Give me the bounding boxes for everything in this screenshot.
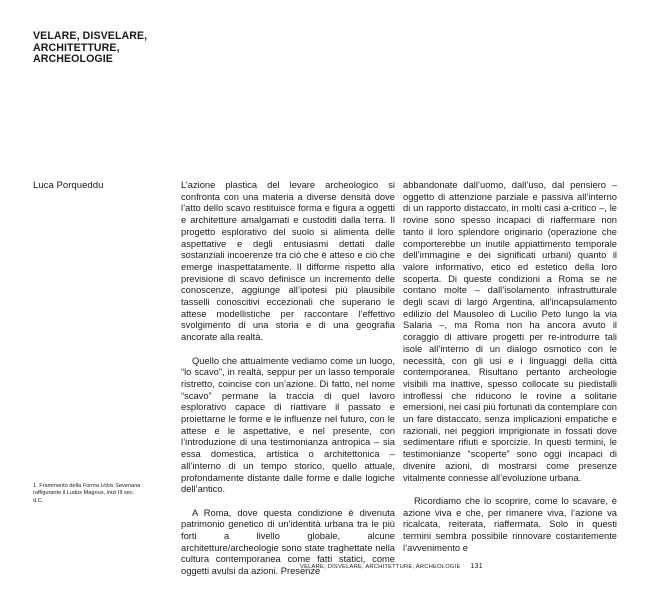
title-line: ARCHITETTURE, [33, 41, 120, 54]
paragraph: L’azione plastica del levare archeologico si confronta con una materia a diverse densità dove l’atto dello scavo restituisce forma e figura a oggetti e architetture amalgamati e custoditi dalla terra. Il progetto esplorativo del suolo si alimenta delle aspettative e degli entusiasmi dettati dalle sostanziali incoerenze tra ciò che è atteso e ciò che emerge inaspettatamente. Il difforme rispetto alla previsione di scavo definisce un incremento delle conoscenze, aggiunge all’ipotesi più plausibile tasselli conoscitivi eccezionali che superano le attese modellistiche per raccontare l’effettivo svolgimento di una storia e di una geografia ancorate alla realtà. [181, 180, 395, 343]
paragraph: A Roma, dove questa condizione è divenuta patrimonio genetico di un’identità urbana tra le più forti a livello globale, alcune architetture/archeologie sono state traghettate nella cultura contemporanea come fatti statici, come oggetti avulsi da azioni. Presenze [181, 507, 395, 577]
paragraph: abbandonate dall’uomo, dall’uso, dal pensiero – oggetto di attenzione parziale e passiva all’interno di un rapporto distaccato, in molti casi a-critico –, le rovine sono spesso incapaci di riaffermare non tanto il loro splendore originario (operazione che comporterebbe un inutile appiattimento temporale dell’immagine e dei significati urbani) quanto il valore informativo, etico ed estetico della loro scoperta. Di queste condizioni a Roma se ne contano molte – dall’isolamento infrastrutturale degli scavi di largo Argentina, all’incapsulamento edilizio del Mausoleo di Lucilio Peto lungo la via Salaria –, ma Roma non ha ancora avuto il coraggio di attivare progetti per re-introdurre tali isole all’interno di un dialogo osmotico con le necessità, con gli usi e i linguaggi della città contemporanea. Risultano pertanto archeologie visibili ma inattive, spesso collocate su piedistalli introflessi che riducono le rovine a solitarie emersioni, nei casi più fortunati da contemplare con un fare distaccato, senza implicazioni empatiche e razionali, nei peggiori imprigionate in fossati dove sedimentare rifiuti e sporcizie. In questi termini, le testimonianze “scoperte” sono oggi incapaci di divenire azioni, di mostrarsi come presenze vitalmente connesse all’evoluzione urbana. [403, 180, 617, 483]
caption-italic-title: Forma Urbis Severiana [82, 483, 141, 489]
paragraph: Quello che attualmente vediamo come un luogo, “lo scavo”, in realtà, seppur per un lasso temporale ristretto, coincise con un’azione. Di fatto, nel nome “scavo” permane la traccia di quel lavoro esplorativo capace di riattivare il passato e proiettarne le forme e le influenze nel futuro, con le attese e le aspettative, e nel presente, con l’introduzione di una testimonianza antropica – sia essa domestica, artistica o architettonica – all’interno di un tempo storico, quello attuale, profondamente distante dalle forme e dalle logiche dell’antico. [181, 355, 395, 495]
body-column-right [403, 180, 617, 553]
paragraph: Ricordiamo che lo scoprire, come lo scavare, è azione viva e che, per rimanere viva, l’azione va ricalcata, reiterata, riaffermata. Solo in questi termini sembra possibile rinnovare costantemente l’avvenimento e [403, 495, 617, 553]
page-number: 131 [470, 563, 483, 570]
figure-caption [33, 483, 143, 505]
caption-number: 1. [33, 483, 38, 489]
title-line: VELARE, DISVELARE, [33, 30, 148, 42]
running-title: VELARE, DISVELARE, ARCHITETTURE, ARCHEOLOGIE [300, 564, 461, 570]
caption-text-after: raffigurante il Ludus Magnus, inizi III sec. d.C. [33, 490, 135, 504]
page-footer [300, 563, 492, 571]
author-name: Luca Porqueddu [33, 180, 104, 191]
caption-text-before: Frammento della [39, 483, 82, 489]
article-title [33, 31, 183, 66]
title-line: ARCHEOLOGIE [33, 53, 113, 66]
